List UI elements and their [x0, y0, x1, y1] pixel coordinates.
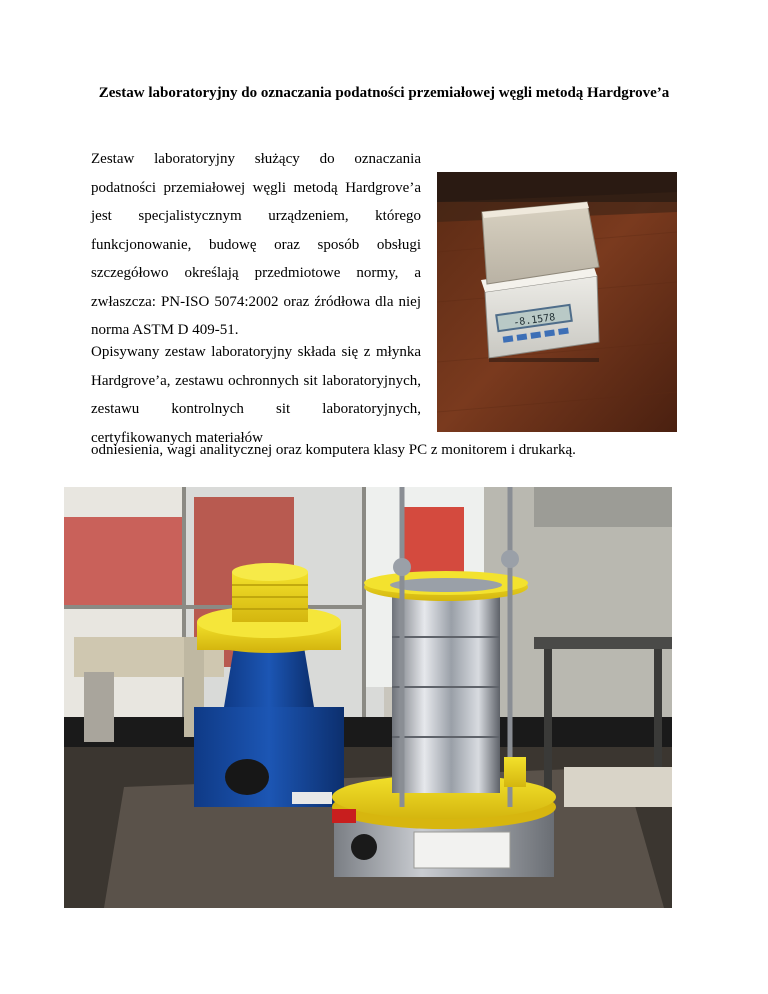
- paragraph-equipment: Opisywany zestaw laboratoryjny składa się z młynka Hardgrove’a, zestawu ochronnych sit laboratoryjnych, zestawu kontrolnych sit laboratoryjnych, certyfikowanych materiałów: [91, 344, 421, 446]
- paragraph-equipment-continued: odniesienia, wagi analitycznej oraz komputera klasy PC z monitorem i drukarką.: [91, 442, 576, 458]
- document-title: Zestaw laboratoryjny do oznaczania podatności przemiałowej węgli metodą Hardgrove’a: [98, 85, 670, 101]
- balance-photo: [437, 172, 677, 432]
- hardgrove-mill-photo: [64, 487, 672, 908]
- paragraph-intro: Zestaw laboratoryjny służący do oznaczania podatności przemiałowej węgli metodą Hardgrove’a jest specjalistycznym urządzeniem, którego funkcjonowanie, budowę oraz sposób obsługi szczegółowo określają przedmiotowe normy, a zwłaszcza: PN-ISO 5074:2002 oraz źródłowa dla niej norma ASTM D 409-51.: [91, 151, 421, 338]
- balance-display-readout: -8.1578: [512, 312, 556, 329]
